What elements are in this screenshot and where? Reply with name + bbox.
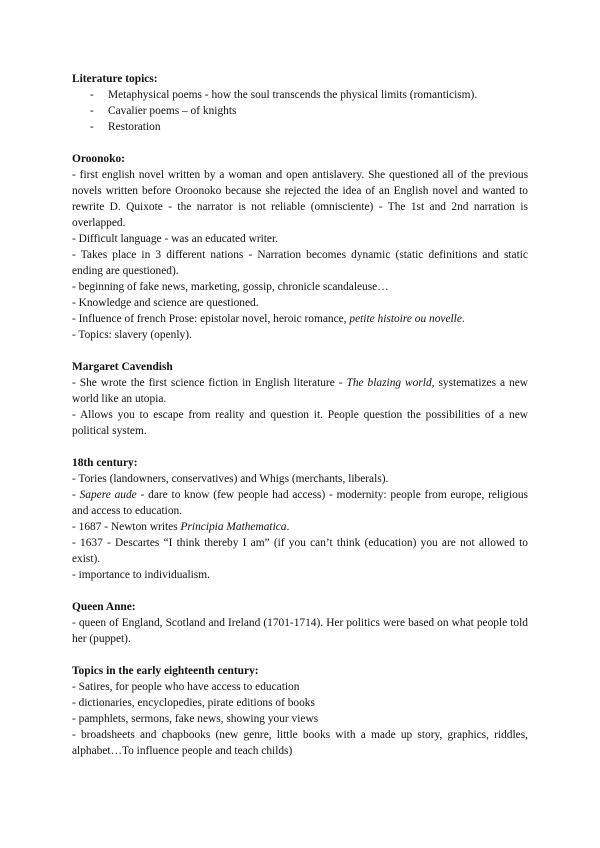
paragraph: - Allows you to escape from reality and question it. People question the possibilities of a new political system. bbox=[72, 409, 528, 437]
paragraph bbox=[72, 311, 528, 327]
paragraph: - dictionaries, encyclopedies, pirate editions of books bbox=[72, 697, 315, 709]
oroonoko-section bbox=[72, 151, 528, 343]
list-item-text: Cavalier poems – of knights bbox=[108, 105, 237, 117]
literature-topics-heading: Literature topics: bbox=[72, 73, 158, 85]
dash-bullet: - bbox=[90, 121, 94, 133]
list-item-text: Metaphysical poems - how the soul transcends the physical limits (romanticism). bbox=[108, 89, 478, 101]
early-eighteenth-heading: Topics in the early eighteenth century: bbox=[72, 665, 259, 677]
paragraph: - Satires, for people who have access to education bbox=[72, 681, 300, 693]
dash-bullet: - bbox=[90, 89, 94, 101]
text-span: - 1687 - Newton writes bbox=[72, 521, 181, 533]
paragraph: - importance to individualism. bbox=[72, 569, 210, 581]
paragraph: - first english novel written by a woman and open antislavery. She questioned all of the previous novels written before Oroonoko because she rejected the idea of an English novel and wanted to rewrite D. Quixote - the narrator is not reliable (omnisciente) - The 1st and 2nd narration is overlapped. bbox=[72, 169, 528, 229]
italic-title: The blazing world bbox=[346, 377, 432, 389]
paragraph bbox=[72, 487, 528, 519]
paragraph bbox=[72, 375, 528, 407]
text-span: - She wrote the first science fiction in English literature - bbox=[72, 377, 347, 389]
italic-title: petite histoire ou novelle bbox=[349, 313, 462, 325]
paragraph: - pamphlets, sermons, fake news, showing your views bbox=[72, 713, 319, 725]
italic-phrase: Sapere aude bbox=[79, 489, 137, 501]
paragraph: - Topics: slavery (openly). bbox=[72, 329, 192, 341]
italic-title: Principia Mathematica bbox=[180, 521, 287, 533]
early-eighteenth-section bbox=[72, 663, 528, 759]
paragraph: - Knowledge and science are questioned. bbox=[72, 297, 259, 309]
queen-anne-section bbox=[72, 599, 528, 647]
text-span: - dare to know (few people had access) - modernity: people from europe, religious and access to education. bbox=[72, 489, 528, 517]
text-span: - Influence of french Prose: epistolar novel, heroic romance, bbox=[72, 313, 350, 325]
queen-anne-heading: Queen Anne: bbox=[72, 601, 136, 613]
paragraph: - Difficult language - was an educated writer. bbox=[72, 233, 279, 245]
list-item-text: Restoration bbox=[108, 121, 161, 133]
paragraph: - beginning of fake news, marketing, gossip, chronicle scandaleuse… bbox=[72, 281, 389, 293]
paragraph: - queen of England, Scotland and Ireland (1701-1714). Her politics were based on what people told her (puppet). bbox=[72, 617, 528, 645]
paragraph: - Takes place in 3 different nations - Narration becomes dynamic (static definitions and static ending are questioned). bbox=[72, 249, 528, 277]
list-item bbox=[72, 119, 528, 135]
paragraph bbox=[72, 519, 528, 535]
paragraph: - Tories (landowners, conservatives) and Whigs (merchants, liberals). bbox=[72, 473, 389, 485]
literature-topics-list bbox=[72, 87, 528, 135]
cavendish-section bbox=[72, 359, 528, 439]
text-span: , systematizes a new world like an utopia. bbox=[72, 377, 528, 405]
cavendish-heading: Margaret Cavendish bbox=[72, 361, 173, 373]
text-span: . bbox=[461, 313, 465, 325]
eighteenth-century-section bbox=[72, 455, 528, 583]
document-page bbox=[72, 71, 528, 775]
dash-bullet: - bbox=[90, 105, 94, 117]
oroonoko-heading: Oroonoko: bbox=[72, 153, 125, 165]
text-span: . bbox=[286, 521, 290, 533]
text-span: - bbox=[72, 489, 80, 501]
list-item bbox=[72, 87, 528, 103]
list-item bbox=[72, 103, 528, 119]
literature-topics-section bbox=[72, 71, 528, 135]
paragraph: - broadsheets and chapbooks (new genre, little books with a made up story, graphics, riddles, alphabet…To influence people and teach childs) bbox=[72, 729, 528, 757]
eighteenth-century-heading: 18th century: bbox=[72, 457, 138, 469]
paragraph: - 1637 - Descartes “I think thereby I am” (if you can’t think (education) you are not allowed to exist). bbox=[72, 537, 528, 565]
